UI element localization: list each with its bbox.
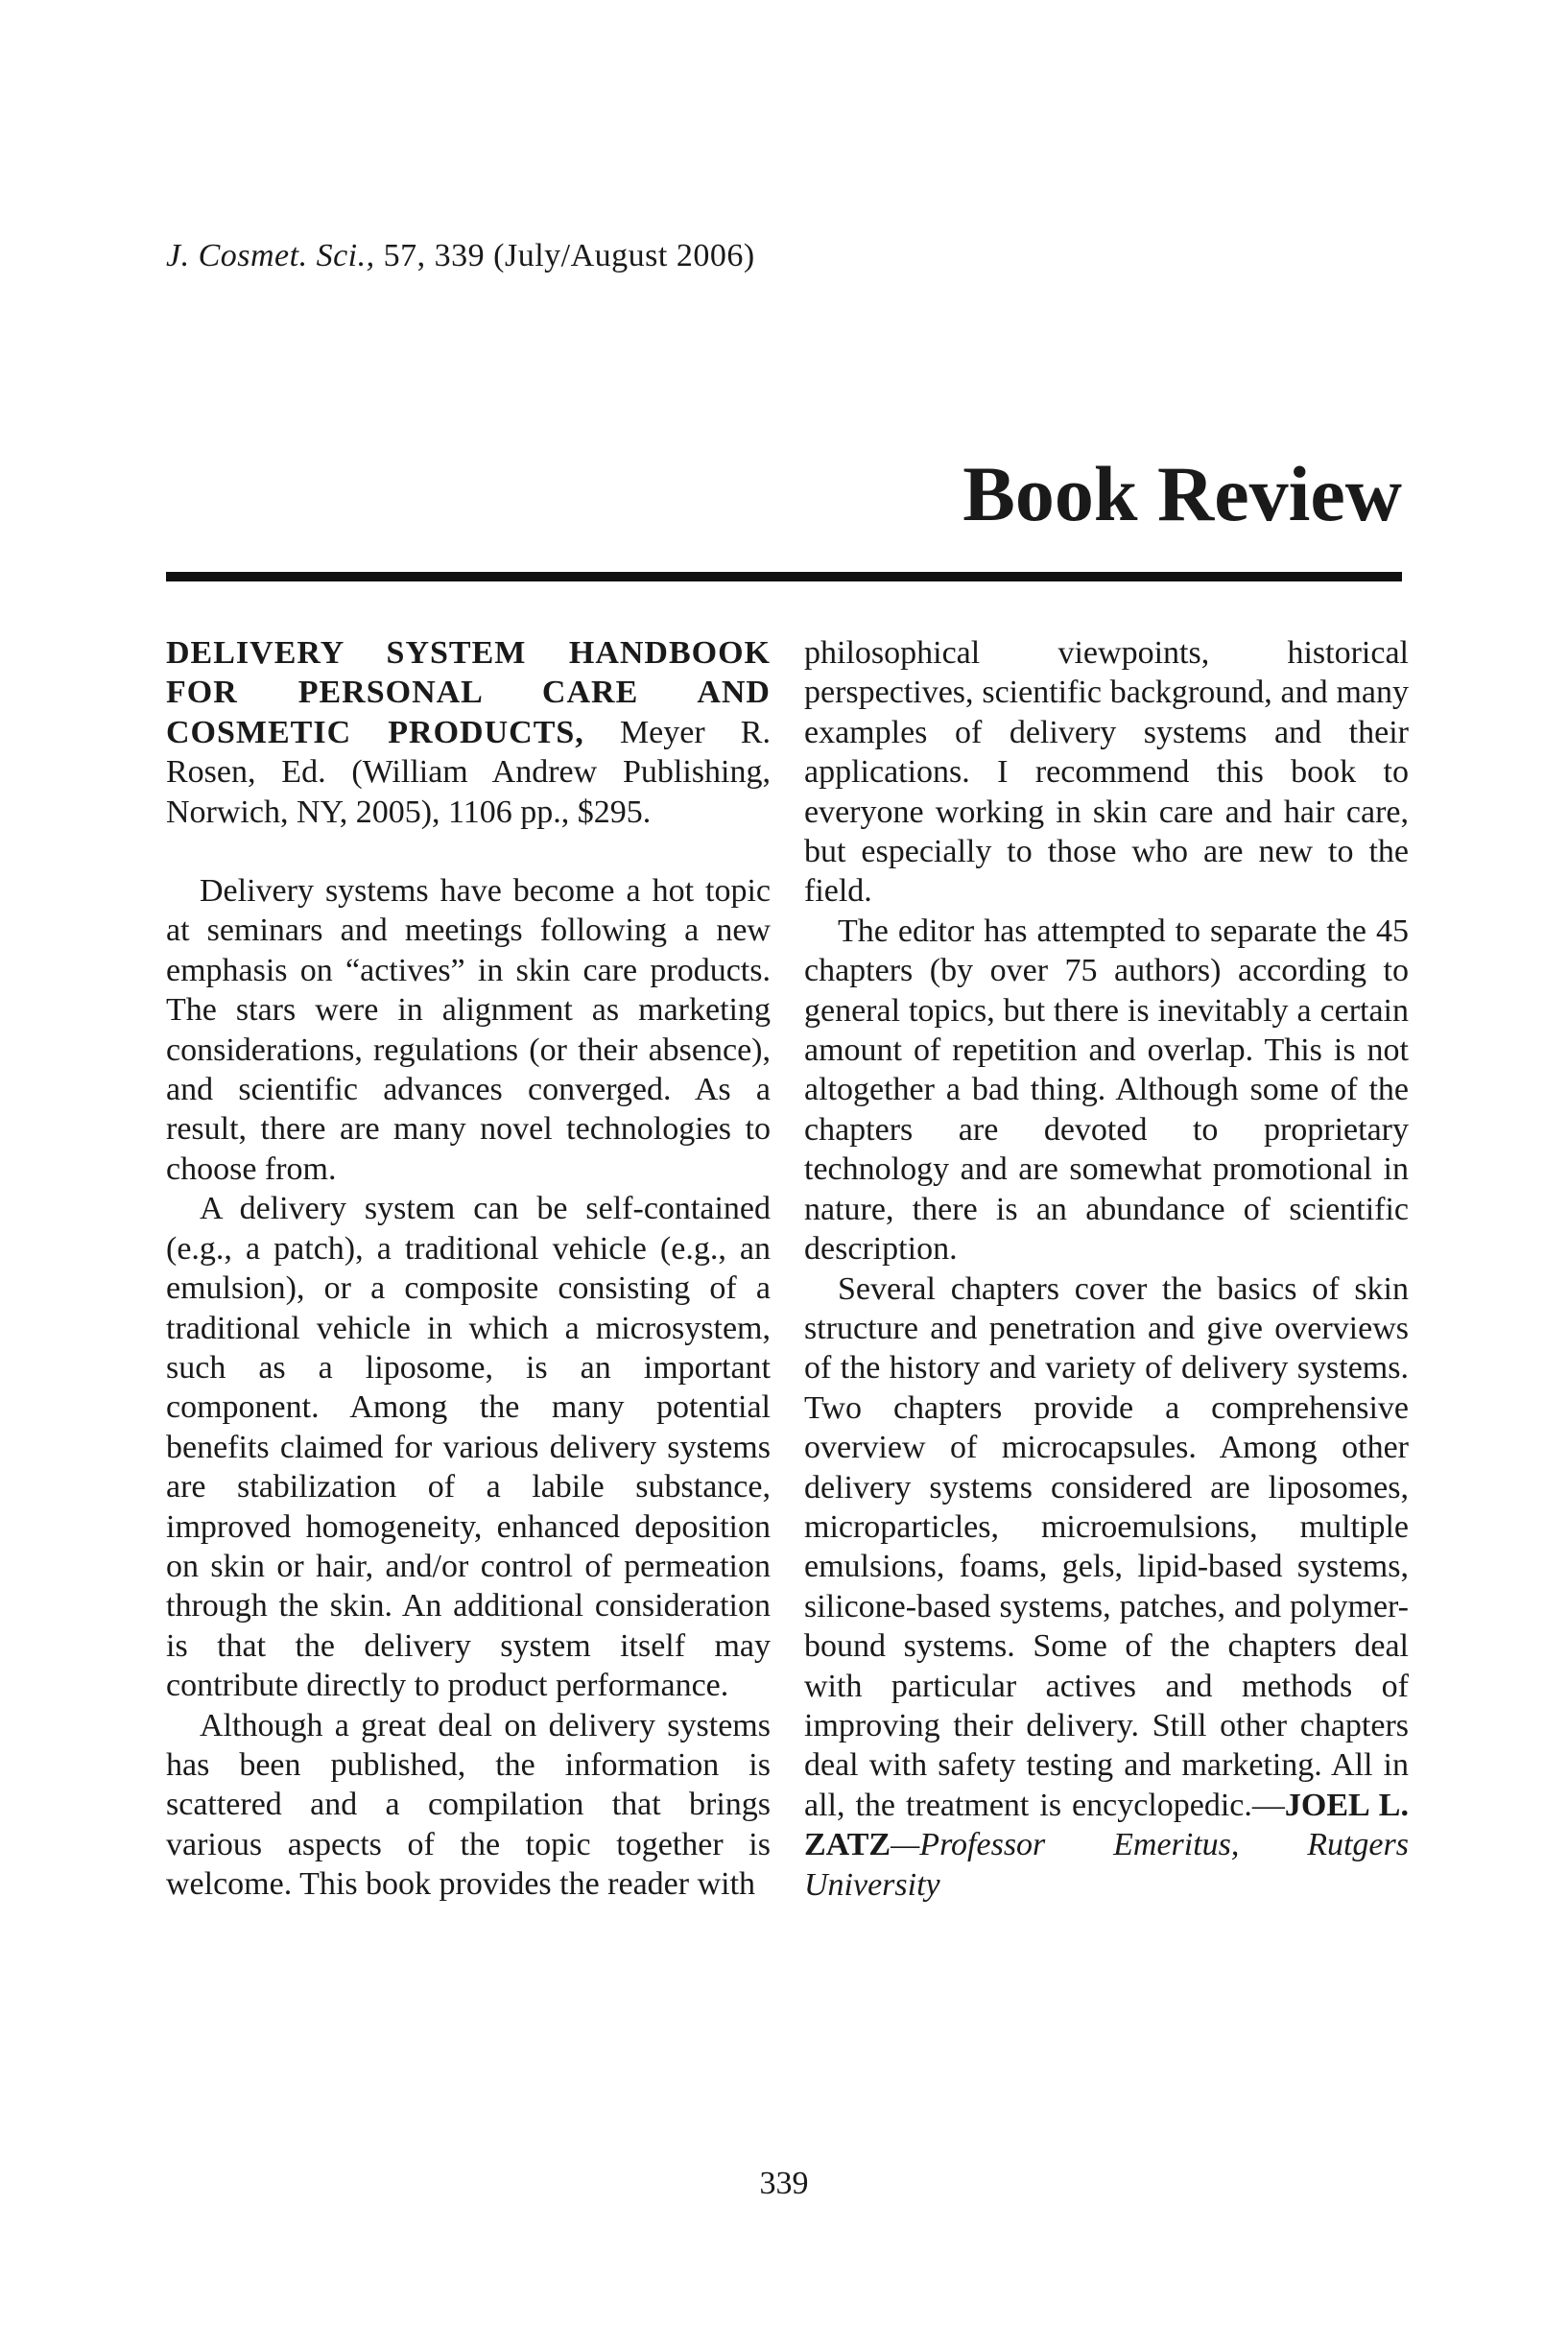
book-title: DELIVERY SYSTEM HANDBOOK FOR PERSONAL CARE AND COSMETIC PRODUCTS,: [166, 635, 771, 750]
reviewer-name: JOEL L. ZATZ: [804, 1787, 1409, 1863]
paragraph-5: [804, 1269, 1409, 1906]
reviewer-affiliation: —Professor Emeritus, Rutgers University: [804, 1827, 1409, 1903]
paragraph-2: A delivery system can be self-contained (e.g., a patch), a traditional vehicle (e.g., an emulsion), or a composite consisting of a traditional vehicle in which a microsystem, such as a liposome, is an important component. Among the many potential benefits claimed for various delivery systems are stabilization of a labile substance, improved homogeneity, enhanced deposition on skin or hair, and/or control of permeation through the skin. An additional consideration is that the delivery system itself may contribute directly to product performance.: [166, 1191, 771, 1704]
paragraph-3-start: Although a great deal on delivery systems has been published, the information is scattered and a compilation that brings various aspects of the topic together is welcome. This book provides the reader with: [166, 1707, 771, 1903]
section-title: Book Review: [962, 450, 1402, 537]
paragraph-4: The editor has attempted to separate the 45 chapters (by over 75 authors) according to general topics, but there is inevitably a certain amount of repetition and overlap. This is not altogether a bad thing. Although some of the chapters are devoted to proprietary technology and are somewhat promotional in nature, there is an abundance of scientific description.: [804, 913, 1409, 1268]
left-column: [166, 633, 771, 1905]
title-rule: [166, 572, 1402, 581]
paragraph-3-end: philosophical viewpoints, historical perspectives, scientific background, and many examples of delivery systems and their applications. I recommend this book to everyone working in skin care and hair care, but especially to those who are new to the field.: [804, 635, 1409, 910]
book-citation: [166, 633, 771, 832]
right-column: [804, 633, 1409, 1905]
book-details: Meyer R. Rosen, Ed. (William Andrew Publishing, Norwich, NY, 2005), 1106 pp., $295.: [166, 714, 771, 830]
page-number: 339: [759, 2166, 809, 2201]
running-head: [166, 238, 755, 274]
journal-name: J. Cosmet. Sci.,: [166, 238, 375, 273]
citation: 57, 339 (July/August 2006): [383, 238, 755, 273]
paragraph-1: Delivery systems have become a hot topic at seminars and meetings following a new emphasis on “actives” in skin care products. The stars were in alignment as marketing considerations, regulations (or their absence), and scientific advances converged. As a result, there are many novel technologies to choose from.: [166, 873, 771, 1187]
paragraph-5-text: Several chapters cover the basics of skin structure and penetration and give overviews of the history and variety of delivery systems. Two chapters provide a comprehensive overview of microcapsules. Among other delivery systems considered are liposomes, microparticles, microemulsions, multiple emulsions, foams, gels, lipid-based systems, silicone-based systems, patches, and polymer-bound systems. Some of the chapters deal with particular actives and methods of improving their delivery. Still other chapters deal with safety testing and marketing. All in all, the treatment is encyclopedic.—: [804, 1270, 1409, 1823]
